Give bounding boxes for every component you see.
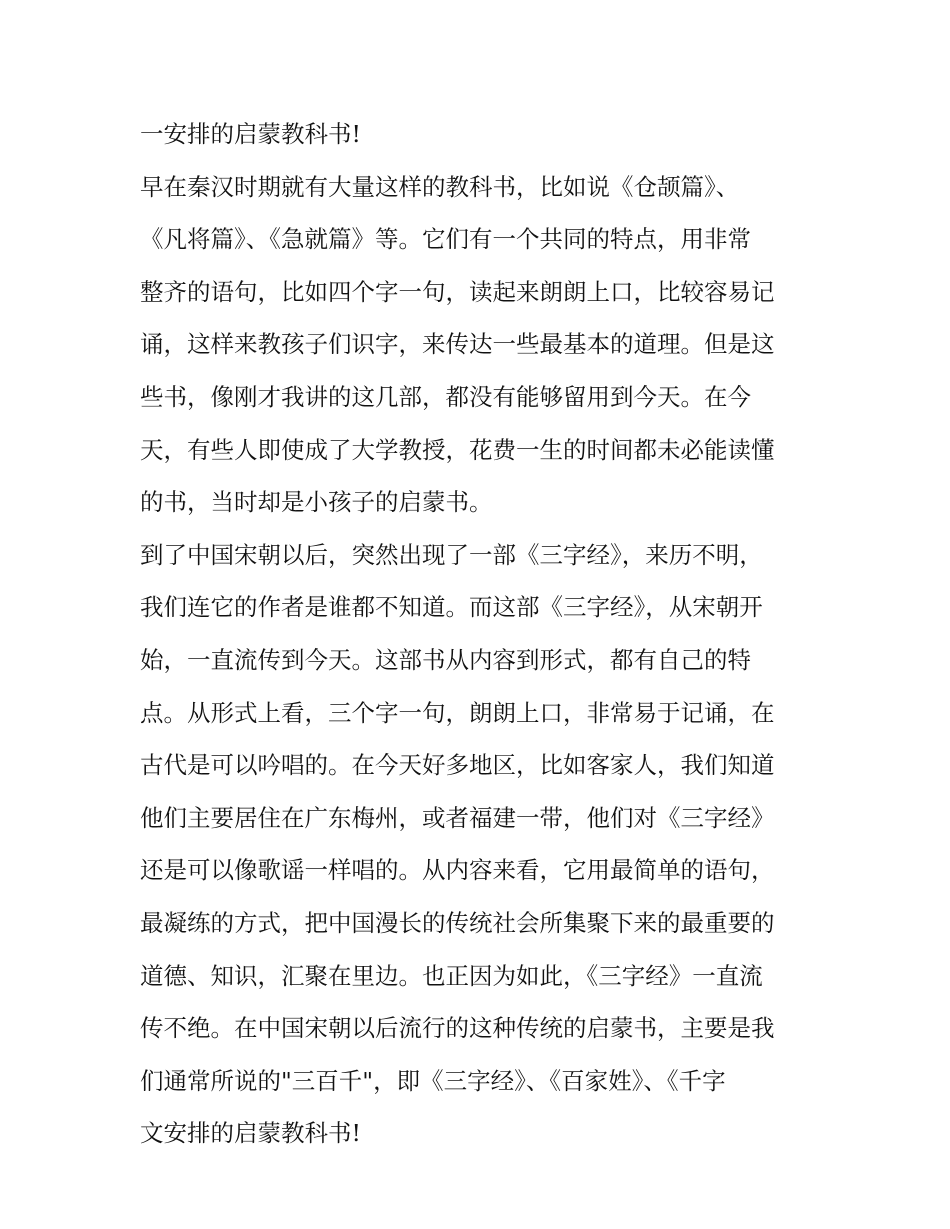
text-line: 最凝练的方式，把中国漫长的传统社会所集聚下来的最重要的 [140, 908, 775, 937]
text-line: 传不绝。在中国宋朝以后流行的这种传统的启蒙书，主要是我 [140, 1014, 775, 1043]
text-line: 文安排的启蒙教科书! [140, 1119, 361, 1148]
text-line: 天，有些人即使成了大学教授，花费一生的时间都未必能读懂 [140, 435, 775, 464]
text-line: 到了中国宋朝以后，突然出现了一部《三字经》，来历不明， [140, 540, 763, 569]
text-line: 我们连它的作者是谁都不知道。而这部《三字经》，从宋朝开 [140, 593, 763, 622]
text-line: 点。从形式上看，三个字一句，朗朗上口，非常易于记诵，在 [140, 698, 775, 727]
text-line: 古代是可以吟唱的。在今天好多地区，比如客家人，我们知道 [140, 751, 775, 780]
text-line: 早在秦汉时期就有大量这样的教科书，比如说《仓颉篇》、 [140, 172, 740, 201]
text-line: 还是可以像歌谣一样唱的。从内容来看，它用最简单的语句， [140, 856, 775, 885]
text-line: 些书，像刚才我讲的这几部，都没有能够留用到今天。在今 [140, 382, 751, 411]
document-body [140, 108, 820, 1160]
text-line: 始，一直流传到今天。这部书从内容到形式，都有自己的特 [140, 645, 751, 674]
text-line: 他们主要居住在广东梅州，或者福建一带，他们对《三字经》 [140, 803, 775, 832]
text-line: 们通常所说的"三百千"，即《三字经》、《百家姓》、《千字 [140, 1066, 726, 1095]
text-line: 《凡将篇》、《急就篇》等。它们有一个共同的特点，用非常 [140, 225, 751, 254]
text-line: 的书，当时却是小孩子的启蒙书。 [140, 488, 493, 517]
text-line: 诵，这样来教孩子们识字，来传达一些最基本的道理。但是这 [140, 330, 775, 359]
text-line: 整齐的语句，比如四个字一句，读起来朗朗上口，比较容易记 [140, 277, 775, 306]
text-line: 道德、知识，汇聚在里边。也正因为如此，《三字经》一直流 [140, 961, 763, 990]
text-line: 一安排的启蒙教科书! [140, 120, 361, 148]
